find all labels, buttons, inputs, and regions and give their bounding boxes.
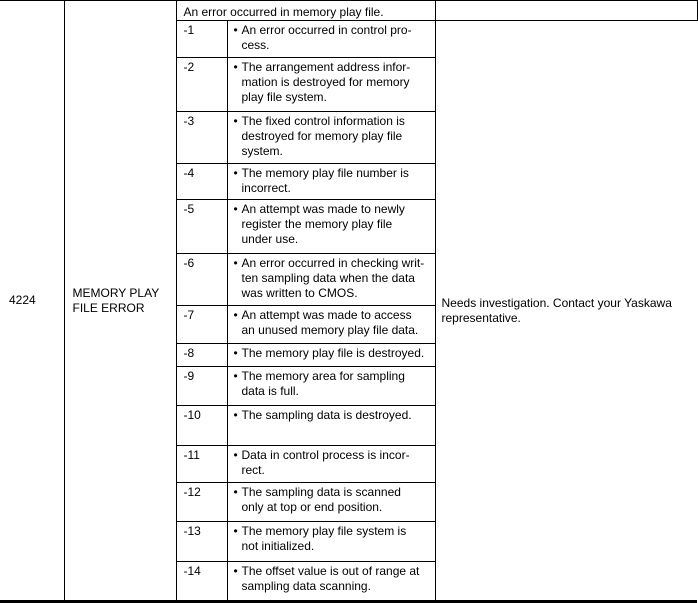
sub-description-cell [227, 561, 435, 600]
bullet: • [233, 524, 238, 539]
header-note: An error occurred in memory play file. [183, 5, 384, 19]
sub-description-cell [227, 483, 435, 522]
sub-code: -1 [176, 21, 227, 58]
sub-description-cell [227, 200, 435, 253]
sub-description-cell [227, 344, 435, 367]
bullet: • [233, 166, 238, 181]
sub-description: The sampling data is destroyed. [241, 407, 412, 422]
sub-description: Data in control process is incor- rect. [241, 447, 410, 477]
sub-description-cell [227, 164, 435, 200]
sub-description: The memory play file is destroyed. [241, 346, 425, 361]
sub-code: -11 [176, 445, 227, 482]
sub-code: -9 [176, 367, 227, 405]
sub-description-cell [227, 111, 435, 163]
sub-description: An attempt was made to newly register the memory play file under use. [241, 202, 405, 247]
sub-code: -3 [176, 111, 227, 163]
alarm-name: MEMORY PLAY FILE ERROR [72, 285, 160, 315]
sub-description: An error occurred in checking writ- ten sampling data when the data was written to CMOS. [241, 255, 425, 300]
sub-description-cell [227, 445, 435, 482]
alarm-code-cell [0, 1, 64, 601]
sub-description-cell [227, 522, 435, 561]
sub-code: -12 [176, 483, 227, 522]
header-row [0, 1, 697, 21]
sub-description-cell [227, 405, 435, 445]
bullet: • [233, 447, 238, 462]
bullet: • [233, 113, 238, 128]
bullet: • [233, 255, 238, 270]
sub-code: -4 [176, 164, 227, 200]
bullet: • [233, 307, 238, 322]
sub-code: -5 [176, 200, 227, 253]
bullet: • [233, 407, 238, 422]
sub-description: The arrangement address infor- mation is destroyed for memory play file system. [241, 60, 411, 105]
sub-description-cell [227, 367, 435, 405]
sub-description-cell [227, 21, 435, 58]
bullet: • [233, 60, 238, 75]
bullet: • [233, 369, 238, 384]
header-note-cell [176, 1, 435, 21]
sub-code: -6 [176, 253, 227, 305]
sub-code: -8 [176, 344, 227, 367]
remedy-cell [435, 21, 697, 601]
sub-code: -14 [176, 561, 227, 600]
sub-code: -2 [176, 58, 227, 111]
sub-description: The memory play file number is incorrect. [241, 166, 409, 196]
alarm-name-cell [64, 1, 176, 601]
sub-description-cell [227, 58, 435, 111]
sub-description: An attempt was made to access an unused memory play file data. [241, 307, 419, 337]
sub-description: An error occurred in control pro- cess. [241, 23, 412, 53]
remedy-text: Needs investigation. Contact your Yaskawa representative. [441, 295, 672, 325]
sub-code: -10 [176, 405, 227, 445]
sub-code: -13 [176, 522, 227, 561]
bullet: • [233, 485, 238, 500]
sub-description-cell [227, 305, 435, 343]
sub-description: The memory play file system is not initialized. [241, 524, 407, 554]
bullet: • [233, 563, 238, 578]
header-blank-cell [435, 1, 697, 21]
sub-description: The memory area for sampling data is full. [241, 369, 405, 399]
bullet: • [233, 202, 238, 217]
alarm-code: 4224 [9, 293, 36, 307]
sub-description-cell [227, 253, 435, 305]
bullet: • [233, 346, 238, 361]
sub-description: The sampling data is scanned only at top or end position. [241, 485, 401, 515]
bullet: • [233, 23, 238, 38]
sub-description: The offset value is out of range at sampling data scanning. [241, 563, 420, 593]
sub-code: -7 [176, 305, 227, 343]
sub-description: The fixed control information is destroyed for memory play file system. [241, 113, 405, 158]
